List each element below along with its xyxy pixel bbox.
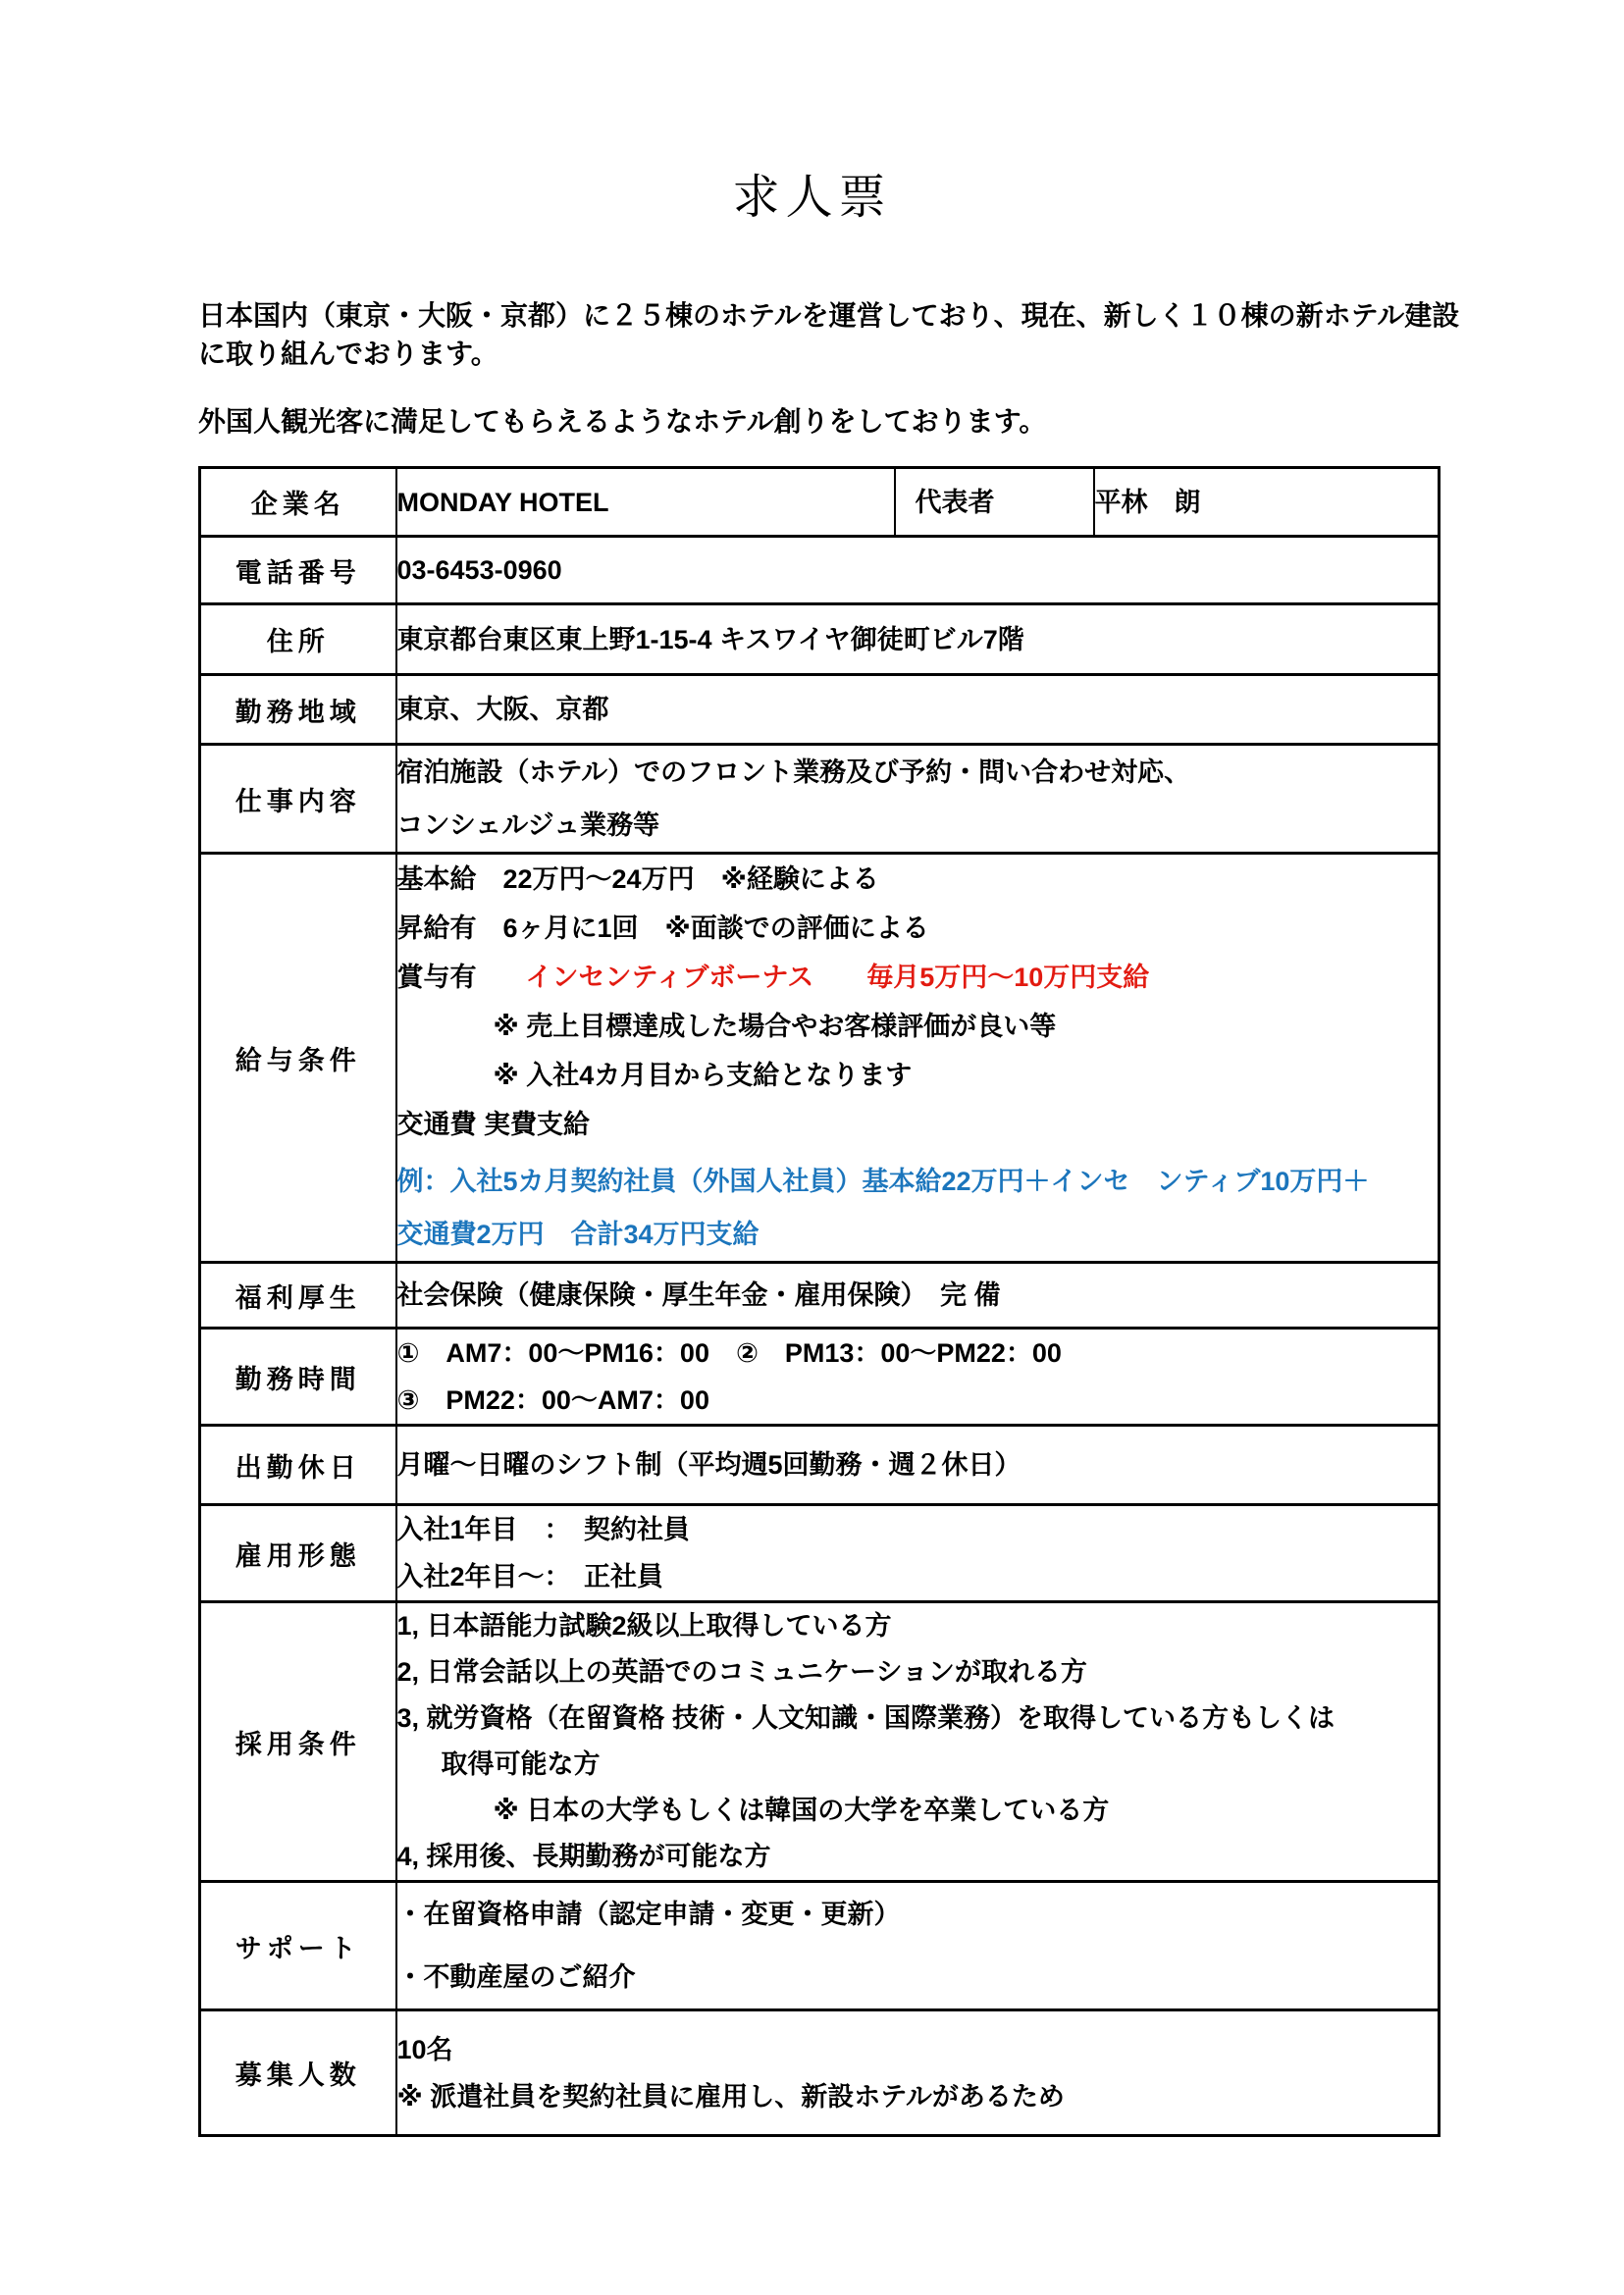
company-name-label: 企業名 xyxy=(200,468,396,537)
row-openings xyxy=(200,2010,1440,2136)
company-name-value: MONDAY HOTEL xyxy=(396,468,895,537)
address-value: 東京都台東区東上野1-15-4 キスワイヤ御徒町ビル7階 xyxy=(396,604,1440,675)
row-phone xyxy=(200,537,1440,604)
benefits-label: 福利厚生 xyxy=(200,1263,396,1329)
salary-base-line: 基本給 22万円～24万円 ※経験による xyxy=(396,864,879,894)
row-working-hours xyxy=(200,1329,1440,1426)
work-area-value: 東京、大阪、京都 xyxy=(396,675,1440,745)
support-line-2: ・不動産屋のご紹介 xyxy=(396,1962,636,1992)
phone-label: 電話番号 xyxy=(200,537,396,604)
requirements-item-2: 2, 日常会話以上の英語でのコミュニケーションが取れる方 xyxy=(396,1657,1087,1687)
salary-label: 給与条件 xyxy=(200,854,396,1263)
row-work-days xyxy=(200,1426,1440,1505)
employment-type-label: 雇用形態 xyxy=(200,1505,396,1602)
job-description-line-2: コンシェルジュ業務等 xyxy=(396,810,660,840)
support-line-1: ・在留資格申請（認定申請・変更・更新） xyxy=(396,1900,901,1929)
work-days-label: 出勤休日 xyxy=(200,1426,396,1505)
row-company xyxy=(200,468,1440,537)
row-employment-type xyxy=(200,1505,1440,1602)
row-salary xyxy=(200,854,1440,1263)
salary-example-line-1: 例：入社5カ月契約社員（外国人社員）基本給22万円＋インセ ンティブ10万円＋ xyxy=(396,1167,1370,1196)
requirements-item-3-note: ※ 日本の大学もしくは韓国の大学を卒業している方 xyxy=(493,1796,1110,1825)
job-posting-table xyxy=(198,466,1441,2137)
employment-type-line-2: 入社2年目～： 正社員 xyxy=(396,1562,664,1591)
job-description-line-1: 宿泊施設（ホテル）でのフロント業務及び予約・問い合わせ対応、 xyxy=(396,757,1191,787)
working-hours-label: 勤務時間 xyxy=(200,1329,396,1426)
row-benefits xyxy=(200,1263,1440,1329)
salary-raise-line: 昇給有 6ヶ月に1回 ※面談での評価による xyxy=(396,913,929,943)
job-description-value xyxy=(396,745,1440,854)
requirements-label: 採用条件 xyxy=(200,1602,396,1882)
openings-label: 募集人数 xyxy=(200,2010,396,2136)
row-address xyxy=(200,604,1440,675)
salary-bonus-note-1: ※ 売上目標達成した場合やお客様評価が良い等 xyxy=(493,1012,1057,1041)
salary-bonus-line xyxy=(397,953,1439,1002)
working-hours-line-2: ③ PM22：00～AM7：00 xyxy=(396,1385,709,1415)
address-label: 住所 xyxy=(200,604,396,675)
row-support xyxy=(200,1882,1440,2010)
requirements-item-1: 1, 日本語能力試験2級以上取得している方 xyxy=(396,1611,892,1641)
phone-value: 03-6453-0960 xyxy=(396,537,1440,604)
working-hours-value xyxy=(396,1329,1440,1426)
salary-bonus-highlight: インセンティブボーナス 毎月5万円～10万円支給 xyxy=(525,963,1150,992)
work-days-value: 月曜～日曜のシフト制（平均週5回勤務・週２休日） xyxy=(396,1426,1440,1505)
requirements-value xyxy=(396,1602,1440,1882)
representative-label: 代表者 xyxy=(895,468,1094,537)
intro-paragraph-1: 日本国内（東京・大阪・京都）に２５棟のホテルを運営しており、現在、新しく１０棟の新ホテル建設に取り組んでおります。 xyxy=(198,300,1460,369)
salary-example-line-2: 交通費2万円 合計34万円支給 xyxy=(396,1220,760,1249)
intro-paragraph-2: 外国人観光客に満足してもらえるようなホテル創りをしております。 xyxy=(198,406,1047,437)
salary-bonus-note-2: ※ 入社4カ月目から支給となります xyxy=(493,1061,913,1090)
row-work-area xyxy=(200,675,1440,745)
openings-line-2: ※ 派遣社員を契約社員に雇用し、新設ホテルがあるため xyxy=(396,2081,1065,2112)
requirements-item-3-cont: 取得可能な方 xyxy=(441,1749,601,1779)
benefits-value: 社会保険（健康保険・厚生年金・雇用保険） 完 備 xyxy=(396,1263,1440,1329)
requirements-item-4: 4, 採用後、長期勤務が可能な方 xyxy=(396,1842,771,1871)
support-value xyxy=(396,1882,1440,2010)
row-requirements xyxy=(200,1602,1440,1882)
requirements-item-3: 3, 就労資格（在留資格 技術・人文知識・国際業務）を取得している方もしくは xyxy=(396,1703,1336,1733)
page-title: 求人票 xyxy=(732,172,892,224)
row-job-description xyxy=(200,745,1440,854)
salary-bonus-prefix: 賞与有 xyxy=(396,963,477,992)
salary-transport-line: 交通費 実費支給 xyxy=(396,1110,591,1139)
work-area-label: 勤務地域 xyxy=(200,675,396,745)
representative-value: 平林 朗 xyxy=(1094,468,1440,537)
openings-value xyxy=(396,2010,1440,2136)
openings-line-1: 10名 xyxy=(396,2034,453,2064)
job-description-label: 仕事内容 xyxy=(200,745,396,854)
employment-type-value xyxy=(396,1505,1440,1602)
salary-value xyxy=(396,854,1440,1263)
working-hours-line-1: ① AM7：00～PM16：00 ② PM13：00～PM22：00 xyxy=(396,1338,1062,1368)
employment-type-line-1: 入社1年目 ： 契約社員 xyxy=(396,1515,691,1544)
support-label: サポート xyxy=(200,1882,396,2010)
